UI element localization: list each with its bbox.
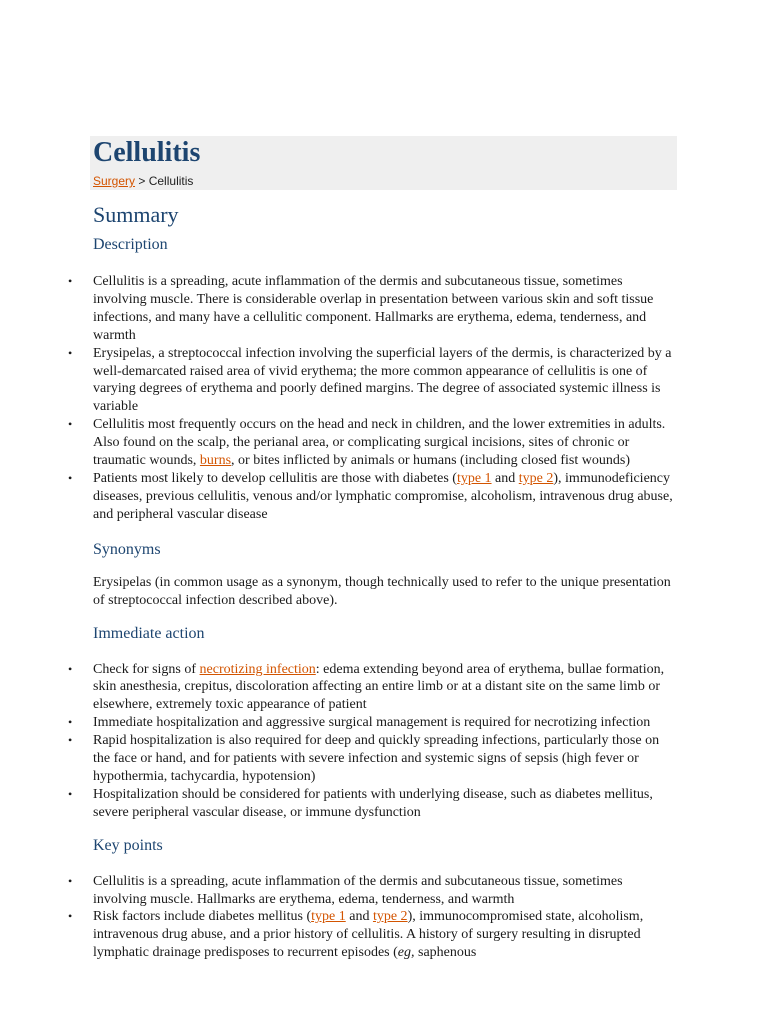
list-item: [68, 416, 673, 470]
bullet-icon: •: [68, 274, 73, 288]
list-item-text: Cellulitis is a spreading, acute inflammation of the dermis and subcutaneous tissue, sometimes involving muscle. Hallmarks are erythema, edema, tenderness, and warmth: [93, 873, 623, 907]
list-item-text: saphenous: [414, 945, 477, 961]
necrotizing-infection-link[interactable]: necrotizing infection: [199, 661, 316, 677]
immediate-action-heading: Immediate action: [93, 624, 205, 642]
list-item-italic-text: eg,: [397, 945, 415, 961]
synonyms-heading: Synonyms: [93, 540, 161, 558]
bullet-icon: •: [68, 470, 73, 485]
list-item: [68, 661, 673, 715]
bullet-icon: •: [68, 786, 73, 801]
list-item-text: Cellulitis most frequently occurs on the head and neck in children, and the lower extremities in adults. Also found on the scalp, the perianal area, or complicating surgical incisions, sites of chronic or traumatic wounds,: [93, 417, 666, 469]
breadcrumb-separator: >: [135, 174, 149, 188]
bullet-icon: •: [68, 733, 73, 748]
list-item-text: Rapid hospitalization is also required for deep and quickly spreading infections, particularly those on the face or hand, and for patients with severe infection and systemic signs of sepsis (high fever or hypothermia, tachycardia, hypotension): [93, 733, 660, 784]
list-item: [68, 273, 673, 345]
breadcrumb-link-surgery[interactable]: Surgery: [93, 174, 136, 188]
list-item-text: Check for signs of: [93, 661, 200, 677]
list-item-text: Erysipelas, a streptococcal infection involving the superficial layers of the dermis, is characterized by a well-demarcated raised area of vivid erythema; the more common appearance of cellulitis is one of varying degrees of erythema and poorly defined margins. The degree of associated systemic illness is variable: [93, 345, 672, 415]
burns-link[interactable]: burns: [199, 453, 232, 469]
list-item-text: Cellulitis is a spreading, acute inflammation of the dermis and subcutaneous tissue, sometimes involving muscle. There is considerable overlap in presentation between various skin and soft tissue infections, and many have a cellulitic component. Hallmarks are erythema, edema, tenderness, and warmth: [93, 274, 654, 343]
list-item-text: : edema extending beyond area of erythema, bullae formation, skin anesthesia, crepitus, discoloration affecting an entire limb or at a distant site on the same limb or elsewhere, extremely toxic appearance of patient: [93, 661, 665, 713]
list-item: [68, 908, 673, 962]
list-item-text: Immediate hospitalization and aggressive surgical management is required for necrotizing infection: [93, 715, 651, 731]
list-item-text: and: [345, 909, 373, 925]
key-points-heading: Key points: [93, 836, 163, 854]
page-title: Cellulitis: [93, 137, 201, 168]
list-item: [68, 470, 673, 524]
type-1-diabetes-link[interactable]: type 1: [311, 909, 346, 925]
breadcrumb: [93, 174, 193, 188]
bullet-icon: •: [68, 873, 73, 888]
breadcrumb-current: Cellulitis: [148, 174, 194, 188]
type-2-diabetes-link[interactable]: type 2: [372, 909, 408, 925]
list-item-text: and: [491, 470, 519, 486]
bullet-icon: •: [68, 345, 73, 360]
immediate-action-list: [68, 661, 673, 822]
bullet-icon: •: [68, 909, 73, 924]
type-1-diabetes-link[interactable]: type 1: [456, 470, 492, 486]
bullet-icon: •: [68, 661, 73, 676]
list-item-text: ), immunodeficiency diseases, previous cellulitis, venous and/or lymphatic compromise, alcoholism, intravenous drug abuse, and peripheral vascular disease: [93, 470, 673, 522]
article-content: [68, 200, 673, 962]
bullet-icon: •: [68, 417, 73, 432]
list-item-text: Patients most likely to develop cellulitis are those with diabetes (: [93, 470, 457, 486]
list-item: [68, 786, 673, 822]
list-item-text: , or bites inflicted by animals or humans (including closed fist wounds): [231, 453, 630, 469]
list-item-text: ), immunocompromised state, alcoholism, intravenous drug abuse, and a prior history of cellulitis. A history of surgery resulting in disrupted lymphatic drainage predisposes to recurrent episodes (: [93, 909, 644, 961]
description-list: [68, 273, 673, 524]
description-heading: Description: [93, 236, 168, 253]
title-box: [90, 136, 677, 190]
type-2-diabetes-link[interactable]: type 2: [518, 470, 554, 486]
bullet-icon: •: [68, 715, 73, 730]
list-item: [68, 345, 673, 417]
synonyms-text: Erysipelas (in common usage as a synonym, though technically used to refer to the unique presentation of streptococcal infection described above).: [93, 574, 671, 608]
summary-heading: Summary: [93, 202, 179, 227]
list-item: [68, 714, 673, 732]
list-item-text: Hospitalization should be considered for patients with underlying disease, such as diabetes mellitus, severe peripheral vascular disease, or immune dysfunction: [93, 786, 653, 820]
list-item: [68, 732, 673, 786]
list-item: [68, 873, 673, 909]
key-points-list: [68, 873, 673, 963]
list-item-text: Risk factors include diabetes mellitus (: [93, 909, 312, 925]
